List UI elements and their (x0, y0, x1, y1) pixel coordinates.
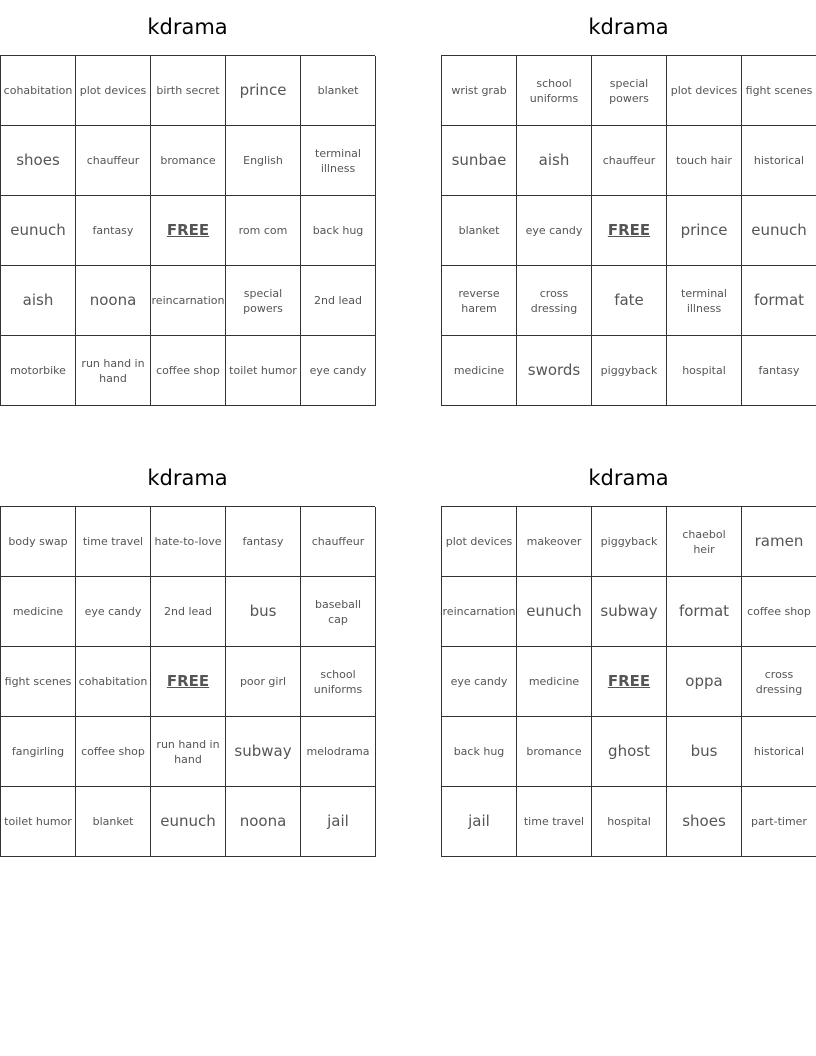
bingo-cell: special powers (226, 266, 301, 336)
bingo-cell: medicine (442, 336, 517, 406)
card-title: kdrama (588, 466, 669, 490)
bingo-cell: fantasy (226, 507, 301, 577)
bingo-cell: run hand in hand (76, 336, 151, 406)
bingo-cell: aish (517, 126, 592, 196)
bingo-cell: melodrama (301, 717, 376, 787)
bingo-cell: chaebol heir (667, 507, 742, 577)
bingo-cell: hospital (667, 336, 742, 406)
bingo-cell: plot devices (76, 56, 151, 126)
card-title: kdrama (588, 15, 669, 39)
bingo-cell: coffee shop (151, 336, 226, 406)
bingo-cell: run hand in hand (151, 717, 226, 787)
bingo-cell: ramen (742, 507, 816, 577)
bingo-cell: toilet humor (1, 787, 76, 857)
free-space-cell: FREE (151, 196, 226, 266)
bingo-cell: medicine (517, 647, 592, 717)
bingo-cell: body swap (1, 507, 76, 577)
bingo-cell: back hug (301, 196, 376, 266)
bingo-cell: makeover (517, 507, 592, 577)
bingo-cell: school uniforms (301, 647, 376, 717)
bingo-cell: historical (742, 126, 816, 196)
bingo-cell: blanket (442, 196, 517, 266)
bingo-cell: sunbae (442, 126, 517, 196)
bingo-cell: piggyback (592, 336, 667, 406)
bingo-cell: jail (442, 787, 517, 857)
bingo-cell: cross dressing (742, 647, 816, 717)
bingo-cell: shoes (667, 787, 742, 857)
bingo-grid (0, 55, 375, 406)
bingo-cell: bromance (151, 126, 226, 196)
bingo-cell: medicine (1, 577, 76, 647)
bingo-cell: chauffeur (592, 126, 667, 196)
bingo-cell: eunuch (151, 787, 226, 857)
free-space-cell: FREE (151, 647, 226, 717)
bingo-cell: plot devices (442, 507, 517, 577)
bingo-cell: format (742, 266, 816, 336)
bingo-cell: coffee shop (76, 717, 151, 787)
bingo-cell: fight scenes (1, 647, 76, 717)
bingo-cell: eunuch (517, 577, 592, 647)
bingo-cell: eunuch (1, 196, 76, 266)
bingo-cell: touch hair (667, 126, 742, 196)
bingo-grid (441, 506, 816, 857)
bingo-cell: historical (742, 717, 816, 787)
bingo-cell: fantasy (742, 336, 816, 406)
bingo-cell: 2nd lead (151, 577, 226, 647)
bingo-cell: piggyback (592, 507, 667, 577)
bingo-cell: fate (592, 266, 667, 336)
bingo-card-1 (0, 0, 375, 406)
bingo-cell: plot devices (667, 56, 742, 126)
bingo-cell: bus (667, 717, 742, 787)
card-title: kdrama (147, 15, 228, 39)
bingo-cell: chauffeur (76, 126, 151, 196)
bingo-cell: fight scenes (742, 56, 816, 126)
bingo-cell: eye candy (517, 196, 592, 266)
bingo-grid (441, 55, 816, 406)
bingo-cell: time travel (517, 787, 592, 857)
bingo-cell: noona (226, 787, 301, 857)
bingo-cell: aish (1, 266, 76, 336)
bingo-cell: eye candy (301, 336, 376, 406)
bingo-cell: school uniforms (517, 56, 592, 126)
bingo-cell: subway (226, 717, 301, 787)
bingo-cell: chauffeur (301, 507, 376, 577)
bingo-cell: time travel (76, 507, 151, 577)
bingo-cell: oppa (667, 647, 742, 717)
bingo-cell: rom com (226, 196, 301, 266)
bingo-cell: bromance (517, 717, 592, 787)
card-title: kdrama (147, 466, 228, 490)
bingo-cell: eye candy (76, 577, 151, 647)
bingo-cell: reverse harem (442, 266, 517, 336)
bingo-cell: motorbike (1, 336, 76, 406)
bingo-cell: ghost (592, 717, 667, 787)
bingo-cell: hospital (592, 787, 667, 857)
bingo-cell: English (226, 126, 301, 196)
bingo-cell: blanket (301, 56, 376, 126)
bingo-cell: special powers (592, 56, 667, 126)
bingo-cell: part-timer (742, 787, 816, 857)
bingo-cell: noona (76, 266, 151, 336)
bingo-cell: swords (517, 336, 592, 406)
bingo-cell: prince (226, 56, 301, 126)
bingo-cell: back hug (442, 717, 517, 787)
bingo-cell: cohabitation (76, 647, 151, 717)
bingo-cell: blanket (76, 787, 151, 857)
bingo-cell: jail (301, 787, 376, 857)
bingo-cell: eunuch (742, 196, 816, 266)
bingo-cell: bus (226, 577, 301, 647)
bingo-cell: reincarnation (442, 577, 517, 647)
free-space-cell: FREE (592, 647, 667, 717)
bingo-cell: toilet humor (226, 336, 301, 406)
bingo-cell: poor girl (226, 647, 301, 717)
bingo-cell: fantasy (76, 196, 151, 266)
bingo-grid (0, 506, 375, 857)
bingo-card-4 (441, 451, 816, 857)
bingo-cell: eye candy (442, 647, 517, 717)
bingo-cell: fangirling (1, 717, 76, 787)
bingo-cell: hate-to-love (151, 507, 226, 577)
free-space-cell: FREE (592, 196, 667, 266)
bingo-cell: subway (592, 577, 667, 647)
bingo-cell: shoes (1, 126, 76, 196)
bingo-cell: prince (667, 196, 742, 266)
bingo-cell: terminal illness (667, 266, 742, 336)
bingo-cell: cohabitation (1, 56, 76, 126)
bingo-cell: cross dressing (517, 266, 592, 336)
bingo-cell: 2nd lead (301, 266, 376, 336)
bingo-cell: birth secret (151, 56, 226, 126)
bingo-card-2 (441, 0, 816, 406)
bingo-cell: wrist grab (442, 56, 517, 126)
bingo-cell: baseball cap (301, 577, 376, 647)
bingo-cell: coffee shop (742, 577, 816, 647)
bingo-card-3 (0, 451, 375, 857)
bingo-cell: terminal illness (301, 126, 376, 196)
bingo-cell: reincarnation (151, 266, 226, 336)
bingo-cell: format (667, 577, 742, 647)
